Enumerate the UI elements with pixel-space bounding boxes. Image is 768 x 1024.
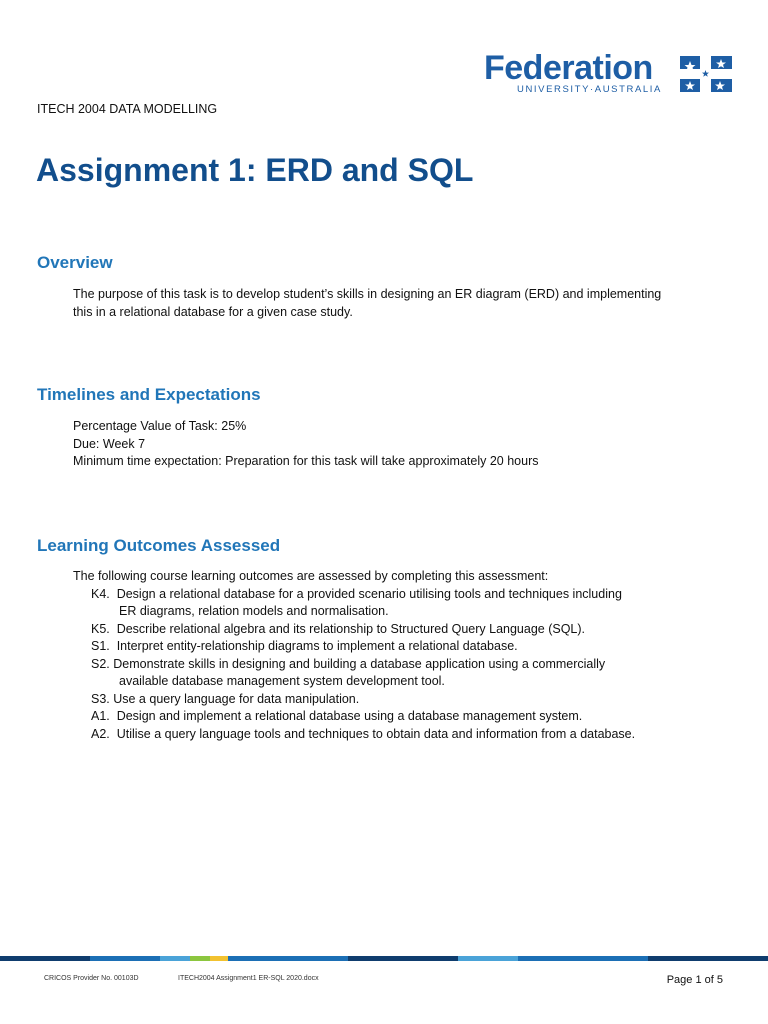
outcome-k4: K4. Design a relational database for a provided scenario utilising tools and techniques including [91, 587, 622, 601]
footer-bar-segment [648, 956, 768, 961]
outcome-s1: S1. Interpret entity-relationship diagrams to implement a relational database. [91, 639, 518, 653]
footer-bar-segment [210, 956, 228, 961]
outcome-a1: A1. Design and implement a relational database using a database management system. [91, 709, 583, 723]
outcome-k4-cont: ER diagrams, relation models and normalisation. [119, 604, 389, 618]
footer-bar-segment [160, 956, 190, 961]
footer-bar-segment [518, 956, 648, 961]
federation-logo [484, 50, 736, 100]
overview-heading: Overview [37, 253, 113, 272]
time-expectation: Minimum time expectation: Preparation for this task will take approximately 20 hours [73, 454, 539, 468]
footer-bar-segment [0, 956, 90, 961]
due-date: Due: Week 7 [73, 437, 146, 451]
timelines-heading: Timelines and Expectations [37, 385, 261, 404]
overview-text: The purpose of this task is to develop student’s skills in designing an ER diagram (ERD) and implementing this in a relational database for a given case study. [73, 287, 662, 319]
percentage-value: Percentage Value of Task: 25% [73, 419, 247, 433]
footer-color-bar [0, 956, 768, 961]
document-filename: ITECH2004 Assignment1 ER-SQL 2020.docx [178, 975, 319, 982]
outcome-s3: S3. Use a query language for data manipulation. [91, 692, 360, 706]
footer-bar-segment [90, 956, 160, 961]
outcome-s2: S2. Demonstrate skills in designing and building a database application using a commercially [91, 657, 606, 671]
footer-bar-segment [348, 956, 458, 961]
outcome-a2: A2. Utilise a query language tools and techniques to obtain data and information from a database. [91, 727, 636, 741]
footer-bar-segment [190, 956, 210, 961]
cricos-number: CRICOS Provider No. 00103D [44, 975, 139, 982]
outcomes-intro: The following course learning outcomes are assessed by completing this assessment: [73, 569, 549, 583]
logo-wordmark: Federation [484, 49, 653, 87]
footer-bar-segment [228, 956, 348, 961]
page-title: Assignment 1: ERD and SQL [36, 152, 474, 188]
page-number: Page 1 of 5 [666, 974, 723, 986]
outcomes-heading: Learning Outcomes Assessed [37, 536, 281, 555]
flag-icon [680, 53, 732, 95]
outcome-k5: K5. Describe relational algebra and its relationship to Structured Query Language (SQL). [91, 622, 586, 636]
outcome-s2-cont: available database management system development tool. [119, 674, 445, 688]
course-code: ITECH 2004 DATA MODELLING [37, 102, 218, 116]
logo-subtitle: UNIVERSITY·AUSTRALIA [517, 84, 662, 95]
footer-bar-segment [458, 956, 518, 961]
